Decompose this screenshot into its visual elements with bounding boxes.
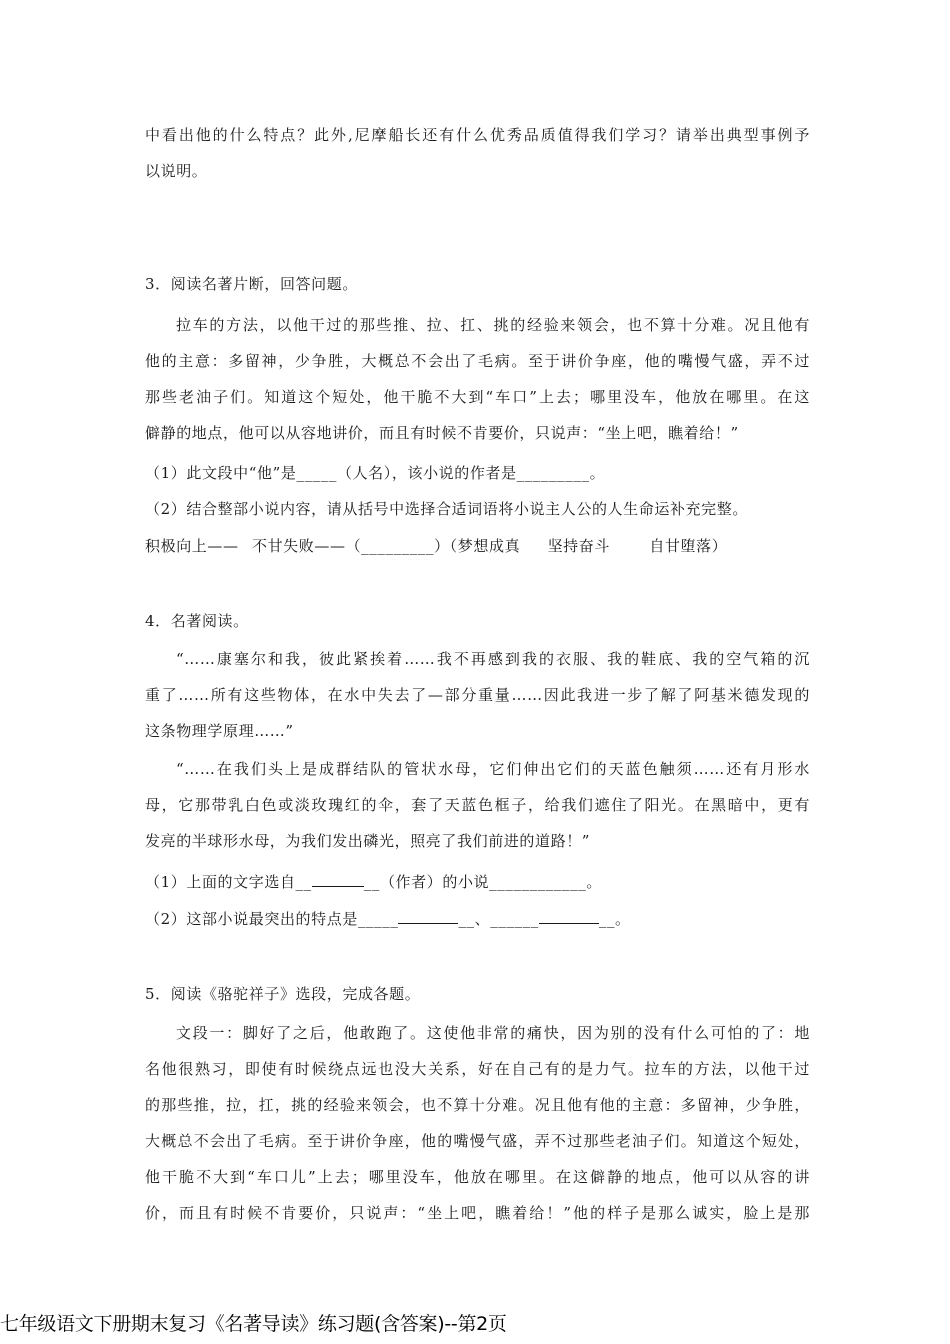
answer-blank: [539, 908, 599, 924]
passage-line: 重了……所有这些物体，在水中失去了—部分重量……因此我进一步了解了阿基米德发现的: [145, 686, 810, 704]
sub-question-text: （1）上面的文字选自__: [145, 873, 312, 891]
passage-line: 这条物理学原理……”: [145, 722, 294, 740]
passage-line: 那些老油子们。知道这个短处，他干脆不大到“车口”上去；哪里没车，他放在哪里。在这: [145, 388, 810, 406]
passage-line: 价，而且有时候不肯要价，只说声：“坐上吧，瞧着给！”他的样子是那么诚实，脸上是那: [145, 1204, 810, 1222]
question-title: 4．名著阅读。: [145, 612, 249, 630]
passage-line: 僻静的地点，他可以从容地讲价，而且有时候不肯要价，只说声：“坐上吧，瞧着给！”: [145, 424, 739, 442]
text-line: 以说明。: [145, 162, 208, 180]
answer-blank: [398, 908, 458, 924]
sub-question-2-options: [145, 535, 727, 556]
sub-question-2: [145, 908, 631, 929]
sub-question-1: （1）此文段中“他”是_____（人名），该小说的作者是_________。: [145, 464, 606, 482]
option-text: 不甘失败——（_________）（梦想成真: [251, 537, 521, 555]
passage-line: “……康塞尔和我，彼此紧挨着……我不再感到我的衣服、我的鞋底、我的空气箱的沉: [176, 650, 810, 668]
passage-line: 大概总不会出了毛病。至于讲价争座，他的嘴慢气盛，弄不过那些老油子们。知道这个短处，: [145, 1132, 810, 1150]
sub-question-1: [145, 871, 602, 892]
sub-question-2: （2）结合整部小说内容，请从括号中选择合适词语将小说主人公的人生命运补充完整。: [145, 500, 748, 518]
question-title: 5．阅读《骆驼祥子》选段，完成各题。: [145, 985, 421, 1003]
page-footer: 七年级语文下册期末复习《名著导读》练习题(含答案)--第2页: [0, 1313, 507, 1335]
text-line: 中看出他的什么特点？此外,尼摩船长还有什么优秀品质值得我们学习？请举出典型事例予: [145, 126, 810, 144]
question-title: 3．阅读名著片断，回答问题。: [145, 275, 358, 293]
option-text: 积极向上——: [145, 537, 239, 555]
answer-blank: [312, 871, 364, 887]
sub-question-text: __。: [598, 910, 631, 928]
passage-line: 名他很熟习，即使有时候绕点远也没大关系，好在自己有的是力气。拉车的方法，以他干过: [145, 1060, 810, 1078]
passage-line: 发亮的半球形水母，为我们发出磷光，照亮了我们前进的道路！”: [145, 832, 591, 850]
passage-line: 文段一：脚好了之后，他敢跑了。这使他非常的痛快，因为别的没有什么可怕的了：地: [176, 1024, 810, 1042]
sub-question-text: （2）这部小说最突出的特点是_____: [145, 910, 399, 928]
sub-question-text: __、______: [458, 910, 539, 928]
passage-line: 母，它那带乳白色或淡玫瑰红的伞，套了天蓝色框子，给我们遮住了阳光。在黑暗中，更有: [145, 796, 810, 814]
option-text: 自甘堕落）: [649, 537, 728, 555]
sub-question-text: __（作者）的小说____________。: [363, 873, 602, 891]
passage-line: 他的主意：多留神，少争胜，大概总不会出了毛病。至于讲价争座，他的嘴慢气盛，弄不过: [145, 352, 810, 370]
option-text: 坚持奋斗: [547, 537, 610, 555]
passage-line: 他干脆不大到“车口儿”上去；哪里没车，他放在哪里。在这僻静的地点，他可以从容的讲: [145, 1168, 810, 1186]
passage-line: 拉车的方法，以他干过的那些推、拉、扛、挑的经验来领会，也不算十分难。况且他有: [176, 316, 810, 334]
passage-line: 的那些推，拉，扛，挑的经验来领会，也不算十分难。况且他有他的主意：多留神，少争胜，: [145, 1096, 810, 1114]
passage-line: “……在我们头上是成群结队的管状水母，它们伸出它们的天蓝色触须……还有月形水: [176, 760, 810, 778]
